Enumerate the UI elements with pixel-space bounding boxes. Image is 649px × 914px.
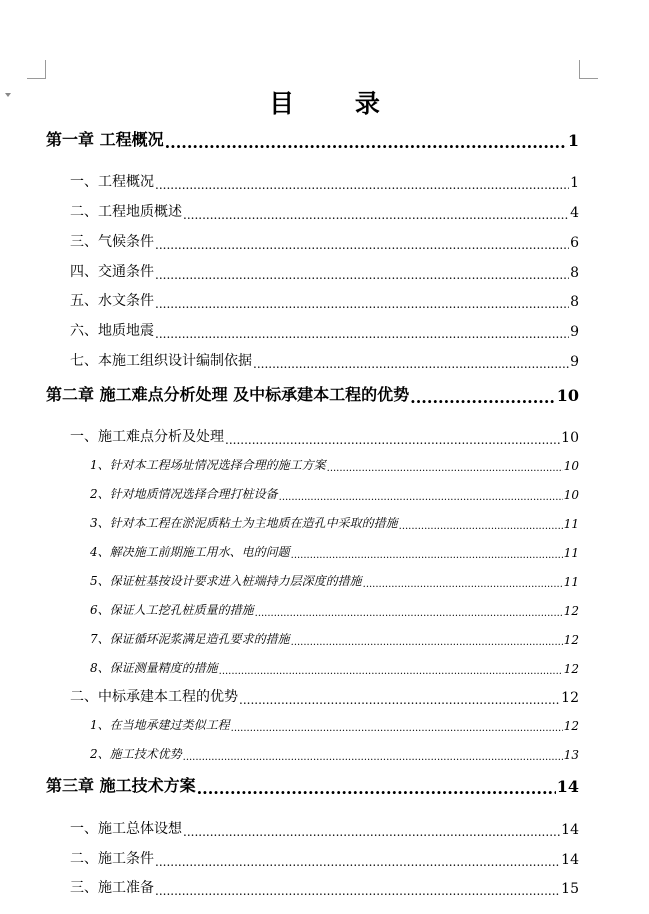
toc-entry[interactable] — [70, 818, 579, 838]
toc-entry-page: 14 — [561, 822, 579, 838]
toc-entry-page: 12 — [563, 604, 579, 618]
toc-entry[interactable] — [90, 456, 579, 473]
toc-leader-dots — [155, 326, 569, 340]
toc-entry[interactable] — [90, 601, 579, 618]
toc-leader-dots — [165, 134, 567, 150]
toc-entry-label: 7、保证循环泥浆满足造孔要求的措施 — [90, 632, 290, 646]
toc-leader-dots — [155, 177, 569, 191]
toc-entry-label: 1、在当地承建过类似工程 — [90, 718, 230, 732]
toc-leader-dots — [225, 432, 560, 446]
toc-leader-dots — [327, 461, 563, 473]
toc-leader-dots — [183, 750, 563, 762]
toc-entry[interactable] — [70, 261, 579, 281]
toc-entry-label: 六、地质地震 — [70, 323, 154, 339]
toc-entry[interactable] — [70, 320, 579, 340]
page-title: 目 录 — [269, 89, 406, 118]
toc-entry-label: 二、施工条件 — [70, 851, 154, 867]
toc-entry-page: 1 — [567, 131, 579, 150]
toc-entry[interactable] — [90, 543, 579, 560]
toc-entry-label: 2、针对地质情况选择合理打桩设备 — [90, 487, 278, 501]
toc-entry-label: 三、气候条件 — [70, 234, 154, 250]
toc-entry-page: 11 — [563, 575, 579, 589]
toc-entry[interactable] — [90, 659, 579, 676]
toc-entry[interactable] — [46, 382, 579, 405]
toc-leader-dots — [363, 577, 563, 589]
toc-entry[interactable] — [70, 201, 579, 221]
toc-entry-label: 第一章 工程概况 — [46, 130, 164, 149]
toc-leader-dots — [291, 548, 563, 560]
toc-entry-label: 4、解决施工前期施工用水、电的问题 — [90, 545, 290, 559]
toc-leader-dots — [219, 664, 563, 676]
toc-entry[interactable] — [70, 686, 579, 706]
toc-entry-page: 13 — [563, 748, 579, 762]
toc-entry-page: 14 — [556, 777, 579, 796]
toc-entry-label: 6、保证人工挖孔桩质量的措施 — [90, 603, 254, 617]
toc-entry-page: 8 — [570, 265, 579, 281]
toc-entry[interactable] — [70, 877, 579, 897]
toc-leader-dots — [253, 356, 569, 370]
toc-entry-page: 9 — [570, 354, 579, 370]
toc-entry-page: 11 — [563, 546, 579, 560]
toc-entry-page: 12 — [561, 690, 579, 706]
toc-entry-label: 二、中标承建本工程的优势 — [70, 689, 238, 705]
toc-entry-label: 8、保证测量精度的措施 — [90, 661, 218, 675]
toc-entry-page: 15 — [561, 881, 579, 897]
toc-entry[interactable] — [46, 773, 579, 796]
toc-entry-page: 12 — [563, 719, 579, 733]
toc-entry-label: 5、保证桩基按设计要求进入桩端持力层深度的措施 — [90, 574, 362, 588]
toc-entry[interactable] — [70, 350, 579, 370]
toc-entry-label: 第二章 施工难点分析处理 及中标承建本工程的优势 — [46, 385, 410, 404]
toc-leader-dots — [155, 883, 560, 897]
toc-entry-page: 12 — [563, 662, 579, 676]
toc-entry[interactable] — [90, 514, 579, 531]
toc-entry[interactable] — [46, 127, 579, 150]
toc-entry-label: 2、施工技术优势 — [90, 747, 182, 761]
toc-entry[interactable] — [70, 290, 579, 310]
toc-entry-page: 8 — [570, 294, 579, 310]
toc-leader-dots — [155, 854, 560, 868]
toc-entry-label: 一、工程概况 — [70, 174, 154, 190]
toc-leader-dots — [255, 606, 563, 618]
toc-leader-dots — [183, 824, 560, 838]
toc-entry-page: 14 — [561, 852, 579, 868]
toc-leader-dots — [155, 237, 569, 251]
toc-leader-dots — [291, 635, 563, 647]
toc-entry[interactable] — [70, 171, 579, 191]
toc-entry-label: 四、交通条件 — [70, 264, 154, 280]
toc-leader-dots — [239, 692, 560, 706]
toc-entry-label: 二、工程地质概述 — [70, 204, 182, 220]
toc-entry[interactable] — [90, 745, 579, 762]
toc-entry-label: 七、本施工组织设计编制依据 — [70, 353, 252, 369]
toc-entry-page: 10 — [556, 386, 579, 405]
toc-entry[interactable] — [70, 426, 579, 446]
toc-entry-page: 10 — [563, 459, 579, 473]
toc-entry-page: 9 — [570, 324, 579, 340]
toc-entry-page: 1 — [570, 175, 579, 191]
toc-entry-label: 一、施工难点分析及处理 — [70, 429, 224, 445]
toc-entry-label: 一、施工总体设想 — [70, 821, 182, 837]
toc-entry-label: 第三章 施工技术方案 — [46, 776, 196, 795]
toc-leader-dots — [231, 721, 563, 733]
toc-leader-dots — [197, 780, 556, 796]
toc-entry-page: 4 — [570, 205, 579, 221]
toc-entry-label: 1、针对本工程场址情况选择合理的施工方案 — [90, 458, 326, 472]
toc-leader-dots — [399, 519, 563, 531]
toc-leader-dots — [155, 296, 569, 310]
toc-leader-dots — [410, 389, 556, 405]
toc-entry[interactable] — [90, 485, 579, 502]
toc-entry-label: 3、针对本工程在淤泥质粘土为主地质在造孔中采取的措施 — [90, 516, 398, 530]
toc-leader-dots — [183, 207, 569, 221]
toc-entry[interactable] — [90, 716, 579, 733]
toc-leader-dots — [279, 490, 563, 502]
toc-entry-page: 6 — [570, 235, 579, 251]
toc-entry-page: 10 — [561, 430, 579, 446]
toc-entry[interactable] — [70, 231, 579, 251]
toc-leader-dots — [155, 267, 569, 281]
toc-entry-page: 10 — [563, 488, 579, 502]
toc-entry-page: 12 — [563, 633, 579, 647]
toc-entry-page: 11 — [563, 517, 579, 531]
toc-entry[interactable] — [90, 630, 579, 647]
toc-entry[interactable] — [70, 848, 579, 868]
toc-entry-label: 三、施工准备 — [70, 880, 154, 896]
toc-entry[interactable] — [90, 572, 579, 589]
toc-entry-label: 五、水文条件 — [70, 293, 154, 309]
